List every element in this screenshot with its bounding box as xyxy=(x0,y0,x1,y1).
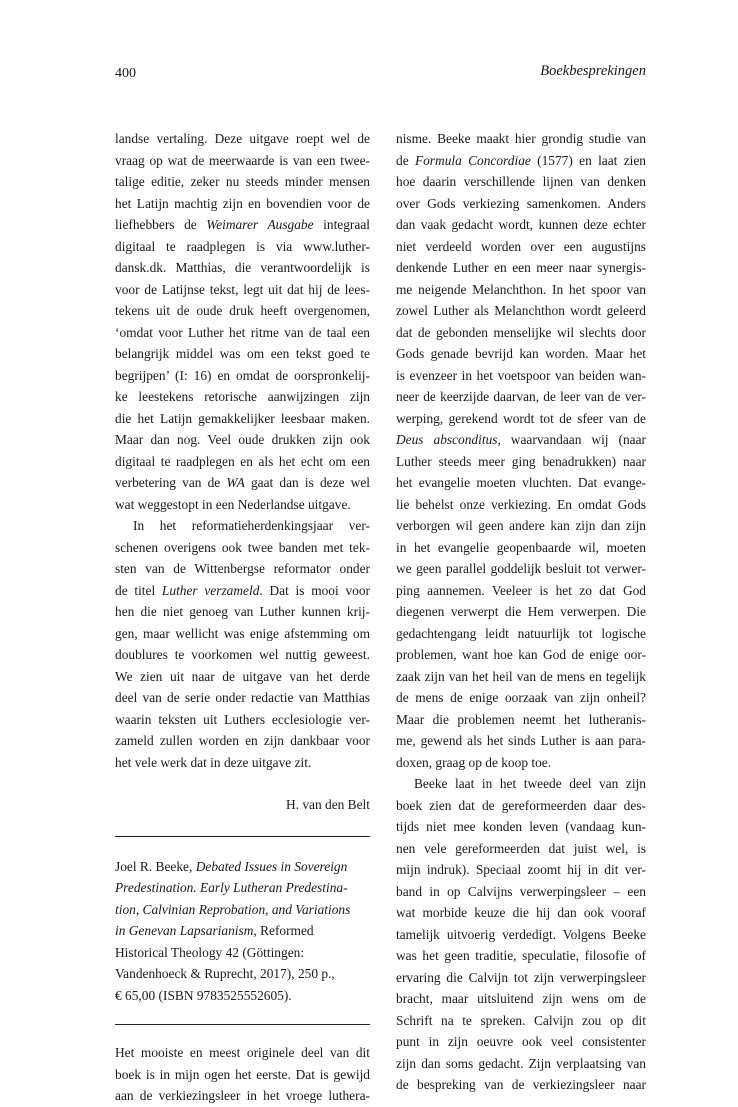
text-line: dan vaak gedacht wordt, kunnen deze echter xyxy=(396,217,646,232)
text-line: boek is in mijn ogen het eerste. Dat is gewijd xyxy=(115,1066,370,1082)
text-line: is evenzeer in het voetspoor van beiden wan- xyxy=(396,367,646,383)
text-line: band in op Calvijns verwerpingsleer – een xyxy=(396,883,646,899)
text-line: Beeke laat in het tweede deel van zijn xyxy=(414,776,646,791)
text-line: Joel R. Beeke, Debated Issues in Sovereign xyxy=(115,858,348,874)
text-line: zaak zijn van het heil van de mens en tegelijk xyxy=(396,668,646,684)
text-line: over Gods verkiezing samenkomen. Anders xyxy=(396,195,646,211)
page-number: 400 xyxy=(115,66,136,81)
text-line: talige editie, zeker nu steeds minder mensen xyxy=(115,174,370,189)
text-line: werping, gerekend wordt tot de sfeer van de xyxy=(396,410,646,426)
text-line: nisme. Beeke maakt hier grondig studie van xyxy=(396,131,646,146)
text-line: in Genevan Lapsarianism, Reformed xyxy=(115,923,314,938)
review-paragraph-4 xyxy=(396,128,646,773)
text-line: Het mooiste en meest originele deel van dit xyxy=(115,1045,370,1060)
text-line: ‘omdat voor Luther het ritme van de taal een xyxy=(115,324,370,340)
text-line: de Formula Concordiae (1577) en laat zien xyxy=(396,152,646,168)
text-line: Luther steeds meer ging benadrukken) naar xyxy=(396,453,646,469)
text-line: tekens uit de oude druk heeft overgenomen, xyxy=(115,303,370,318)
text-line: het vele werk dat in deze uitgave zit. xyxy=(115,754,312,770)
text-line: digitaal te raadplegen is via www.luther- xyxy=(115,238,370,254)
text-line: tamelijk uitvoerig verdedigt. Volgens Beeke xyxy=(396,926,646,942)
text-line: Gods genade bevrijd kan worden. Maar het xyxy=(396,346,646,361)
text-line: belangrijk middel was om een tekst goed te xyxy=(115,346,370,361)
text-line: was het geen traditie, speculatie, filosofie of xyxy=(396,948,646,963)
text-line: lie behelst onze verkiezing. En omdat Gods xyxy=(396,496,646,512)
text-line: aan de verkiezingsleer in het vroege luthera- xyxy=(115,1088,370,1103)
text-line: zowel Luther als Melanchthon wordt geleerd xyxy=(396,303,646,318)
text-line: ke leestekens retorische aanwijzingen zijn xyxy=(115,389,370,404)
text-line: digitaal te raadplegen en als het echt om een xyxy=(115,453,370,469)
text-line: punt in zijn oeuvre ook veel consistenter xyxy=(396,1034,646,1049)
text-line: landse vertaling. Deze uitgave roept wel de xyxy=(115,131,370,146)
citation-divider xyxy=(115,1024,370,1025)
text-line: vraag op wat de meerwaarde is van een twee- xyxy=(115,152,370,168)
text-line: verbetering van de WA gaat dan is deze wel xyxy=(115,475,370,490)
text-line: schenen overigens ook twee banden met tek- xyxy=(115,539,370,555)
text-line: begrijpen’ (I: 16) en omdat de oorspronkelij- xyxy=(115,367,370,383)
text-line: tijds niet mee konden leven (vandaag kun- xyxy=(396,819,646,834)
text-line: me, gewend als het sinds Luther is aan para- xyxy=(396,733,646,748)
text-line: Schrift na te spreken. Calvijn zou op dit xyxy=(396,1012,646,1028)
text-line: zijn dan soms gedacht. Zijn verplaatsing van xyxy=(396,1055,646,1071)
text-line: wat morbide keuze die hij dan ook vooraf xyxy=(396,905,646,920)
text-line: de bespreking van de verkiezingsleer naar xyxy=(396,1077,646,1092)
text-line: deel van de serie onder redactie van Matthias xyxy=(115,690,370,705)
text-line: gedachtengang leidt natuurlijk tot logische xyxy=(396,625,646,641)
text-line: neer de keerzijde daarvan, de leer van de ver- xyxy=(396,389,646,404)
text-line: hoe daarin verschillende lijnen van denken xyxy=(396,174,646,189)
text-line: € 65,00 (ISBN 9783525552605). xyxy=(115,987,292,1003)
text-line: mijn indruk). Speciaal zoomt hij in dit ver- xyxy=(396,862,646,877)
left-column xyxy=(115,128,370,1107)
text-line: sten van de Wittenbergse reformator onder xyxy=(115,561,370,576)
text-line: ervaring die Calvijn tot zijn verwerpingsleer xyxy=(396,969,646,985)
text-line: We zien uit naar de uitgave van het derde xyxy=(115,668,370,684)
text-line: verborgen wil geen andere kan zijn dan zijn xyxy=(396,518,646,533)
text-line: niet verdeeld worden over een augustijns xyxy=(396,238,646,254)
text-line: nen vele gereformeerden dat juist wel, is xyxy=(396,840,646,856)
text-line: doxen, graag op de koop toe. xyxy=(396,754,552,770)
text-line: we geen parallel goddelijk besluit tot verwer- xyxy=(396,561,646,576)
text-line: Maar die problemen neemt het lutheranis- xyxy=(396,711,646,727)
text-line: die het Latijn gemakkelijker leesbaar maken. xyxy=(115,410,370,426)
text-line: ping aannemen. Veeleer is het zo dat God xyxy=(396,582,646,598)
review-paragraph-2 xyxy=(115,515,370,773)
text-line: doublures te voorkomen wel nuttig geweest. xyxy=(115,647,370,662)
text-line: waarin teksten uit Luthers ecclesiologie ver- xyxy=(115,711,370,727)
text-line: Deus absconditus, waarvandaan wij (naar xyxy=(396,432,646,447)
text-line: hen die niet genoeg van Luther kunnen krij- xyxy=(115,604,370,619)
text-line: in het evangelie geopenbaarde wil, moeten xyxy=(396,539,646,555)
section-divider xyxy=(115,836,370,837)
review-paragraph-3 xyxy=(115,1042,370,1107)
text-line: wat weggestopt in een Nederlandse uitgave. xyxy=(115,496,351,512)
text-line: het Latijn machtig zijn en bovendien voor de xyxy=(115,195,370,211)
text-line: Predestination. Early Lutheran Predestina- xyxy=(115,880,348,895)
text-line: dat de gebonden menselijke wil slechts door xyxy=(396,324,646,340)
text-line: dansk.dk. Matthias, die verantwoordelijk is xyxy=(115,260,370,275)
text-line: Vandenhoeck & Ruprecht, 2017), 250 p., xyxy=(115,966,335,981)
text-line: zameld zullen worden en zijn dankbaar voor xyxy=(115,733,370,748)
text-line: bracht, maar uitsluitend zijn wens om de xyxy=(396,991,646,1006)
text-line: diegenen verwerpt die Hem verwerpen. Die xyxy=(396,604,646,619)
text-line: Historical Theology 42 (Göttingen: xyxy=(115,944,305,960)
review-paragraph-5 xyxy=(396,773,646,1096)
text-line: me neigende Melanchthon. In het spoor van xyxy=(396,281,646,297)
text-line: tion, Calvinian Reprobation, and Variations xyxy=(115,901,351,917)
right-column xyxy=(396,128,646,1096)
reviewer-signature: H. van den Belt xyxy=(285,797,370,812)
text-line: het evangelie moeten vluchten. Dat evange- xyxy=(396,475,646,490)
text-line: In het reformatieherdenkingsjaar ver- xyxy=(133,518,370,533)
text-line: boek zien dat de gereformeerden daar des- xyxy=(396,797,646,813)
text-line: voor de Latijnse tekst, legt uit dat hij de lees- xyxy=(115,281,370,297)
text-line: problemen, want hoe kan God de enige oor- xyxy=(396,647,646,662)
text-line: de titel Luther verzameld. Dat is mooi voor xyxy=(115,582,370,598)
book-citation xyxy=(115,856,370,1007)
text-line: liefhebbers de Weimarer Ausgabe integraal xyxy=(115,217,370,232)
text-line: gen, maar wellicht was enige afstemming om xyxy=(115,625,370,641)
text-line: denkende Luther en een meer naar synergis- xyxy=(396,260,646,275)
review-paragraph-1 xyxy=(115,128,370,515)
text-line: de mens de enige oorzaak van zijn onheil? xyxy=(396,690,646,705)
running-header: Boekbesprekingen xyxy=(540,63,646,79)
text-line: Maar dan nog. Veel oude drukken zijn ook xyxy=(115,432,370,447)
